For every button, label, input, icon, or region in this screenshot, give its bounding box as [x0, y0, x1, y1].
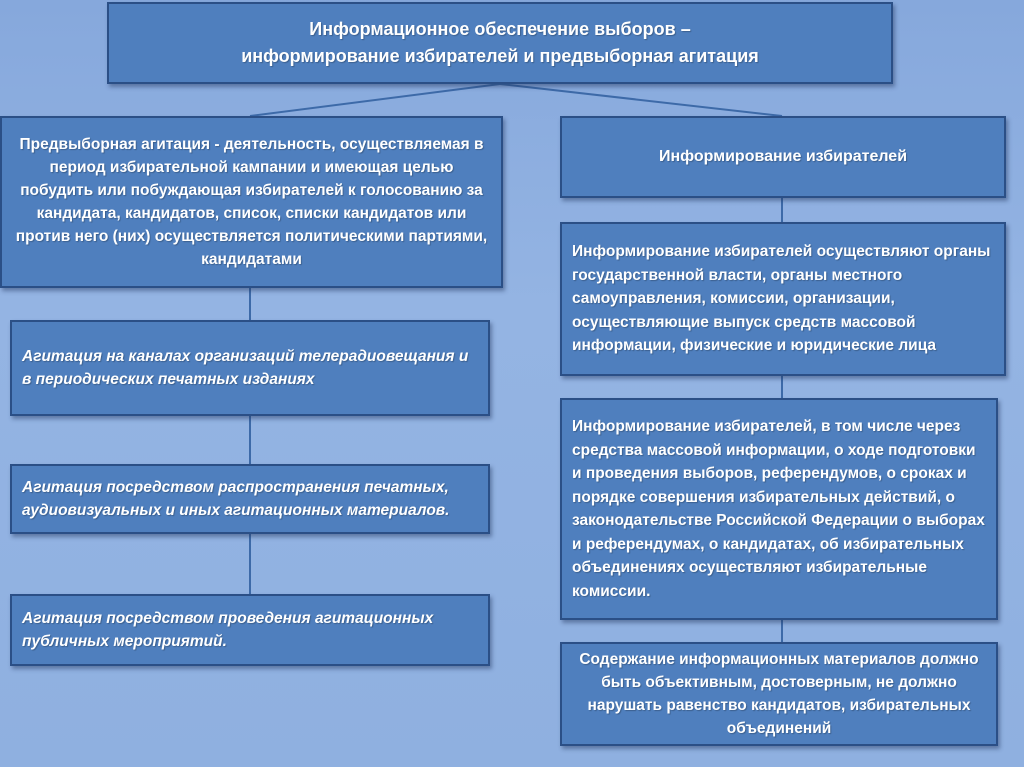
- agitation-events-text: Агитация посредством проведения агитационных публичных мероприятий.: [22, 610, 434, 650]
- informing-subjects-text: Информирование избирателей осуществляют органы государственной власти, органы местного самоуправления, комиссии, организации, осуществляющие выпуск средств массовой информации, физические и юридические лица: [572, 243, 991, 355]
- agitation-materials-box: [10, 464, 490, 534]
- agitation-materials-text: Агитация посредством распространения печатных, аудиовизуальных и иных агитационных материалов.: [22, 479, 450, 519]
- informing-commissions-text: Информирование избирателей, в том числе через средства массовой информации, о ходе подготовки и проведения выборов, референдумов, о сроках и порядке совершения избирательных действий, о законодательстве Российской Федерации о выборах и референдумах, о кандидатах, об избирательных объединениях осуществляют избирательные комиссии.: [572, 418, 985, 600]
- connector-title-left: [250, 84, 500, 116]
- agitation-definition-text: Предвыборная агитация - деятельность, осуществляемая в период избирательной кампании и имеющая целью побудить или побуждающая избирателей к голосованию за кандидата, кандидатов, список, списки кандидатов или против него (них) осуществляется политическими партиями, кандидатами: [15, 136, 488, 268]
- informing-subjects-box: [560, 222, 1006, 376]
- title-box: [107, 2, 893, 84]
- voter-informing-header-text: Информирование избирателей: [658, 148, 908, 165]
- agitation-events-box: [10, 594, 490, 666]
- agitation-media-text: Агитация на каналах организаций телерадиовещания и в периодических печатных изданиях: [22, 348, 469, 388]
- agitation-definition-box: [0, 116, 503, 288]
- informing-content-text: Содержание информационных материалов должно быть объективным, достоверным, не должно нарушать равенство кандидатов, избирательных объединений: [579, 651, 979, 737]
- title-line-1: Информационное обеспечение выборов –: [309, 19, 691, 39]
- title-line-2: информирование избирателей и предвыборная агитация: [241, 46, 759, 66]
- agitation-media-box: [10, 320, 490, 416]
- informing-commissions-box: [560, 398, 998, 620]
- connector-title-right: [500, 84, 782, 116]
- informing-content-box: [560, 642, 998, 746]
- voter-informing-header-box: [560, 116, 1006, 198]
